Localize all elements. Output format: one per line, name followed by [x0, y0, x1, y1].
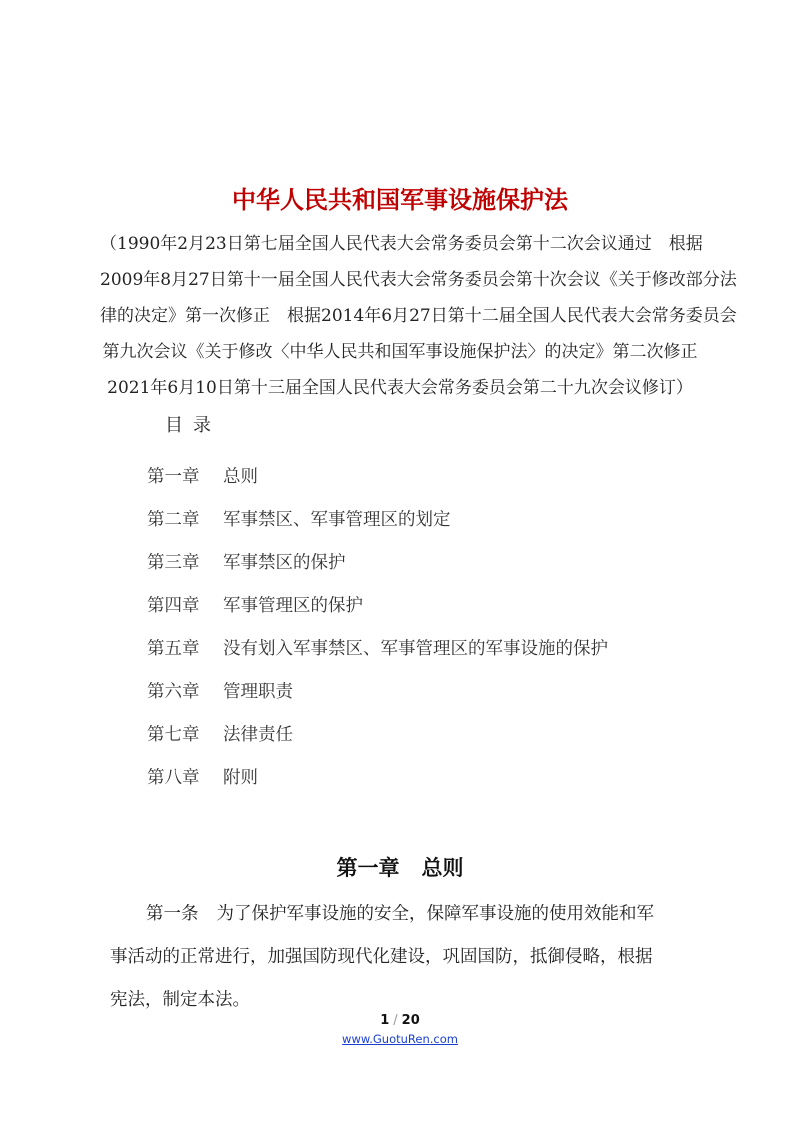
article-text-line: 宪法，制定本法。 [110, 990, 250, 1010]
total-pages: 20 [401, 1013, 420, 1028]
chapter-heading [0, 852, 800, 882]
toc-chapter-title: 法律责任 [223, 725, 293, 745]
preamble-line: 2021年6月10日第十三届全国人民代表大会常务委员会第二十九次会议修订） [107, 378, 693, 398]
preamble-line: 2009年8月27日第十一届全国人民代表大会常务委员会第十次会议《关于修改部分法 [100, 270, 737, 290]
footer-link-container [0, 1032, 800, 1046]
toc-chapter-title: 军事禁区的保护 [223, 553, 346, 573]
preamble-line: （1990年2月23日第七届全国人民代表大会常务委员会第十二次会议通过 根据 [100, 234, 703, 254]
toc-chapter-title: 附则 [223, 768, 258, 788]
toc-chapter-number: 第二章 [147, 510, 200, 530]
toc-chapter-title: 没有划入军事禁区、军事管理区的军事设施的保护 [223, 639, 608, 659]
toc-item [147, 460, 608, 503]
toc-chapter-title: 管理职责 [223, 682, 293, 702]
toc-heading: 目录 [165, 415, 221, 436]
article-1 [110, 893, 700, 1022]
table-of-contents [147, 460, 608, 804]
legislative-history [100, 226, 737, 406]
preamble-line: 律的决定》第一次修正 根据2014年6月27日第十二届全国人民代表大会常务委员会 [100, 306, 737, 326]
toc-chapter-number: 第三章 [147, 553, 200, 573]
toc-chapter-number: 第五章 [147, 639, 200, 659]
toc-item [147, 503, 608, 546]
toc-chapter-number: 第四章 [147, 596, 200, 616]
current-page: 1 [380, 1013, 390, 1028]
toc-chapter-number: 第一章 [147, 467, 200, 487]
website-link[interactable]: www.GuotuRen.com [342, 1032, 458, 1046]
toc-chapter-number: 第六章 [147, 682, 200, 702]
toc-item [147, 546, 608, 589]
toc-item [147, 632, 608, 675]
toc-chapter-title: 军事管理区的保护 [223, 596, 363, 616]
toc-chapter-number: 第八章 [147, 768, 200, 788]
chapter-number: 第一章 [336, 856, 400, 880]
article-text-line: 为了保护军事设施的安全，保障军事设施的使用效能和军 [216, 904, 654, 924]
toc-chapter-title: 总则 [223, 467, 258, 487]
article-text-line: 事活动的正常进行，加强国防现代化建设，巩固国防，抵御侵略，根据 [110, 947, 653, 967]
toc-chapter-title: 军事禁区、军事管理区的划定 [223, 510, 451, 530]
toc-chapter-number: 第七章 [147, 725, 200, 745]
page-number [0, 1013, 800, 1028]
document-title: 中华人民共和国军事设施保护法 [232, 186, 568, 214]
page-separator: / [393, 1013, 398, 1028]
toc-item [147, 675, 608, 718]
article-label: 第一条 [146, 904, 199, 924]
toc-item [147, 589, 608, 632]
chapter-title: 总则 [421, 856, 464, 880]
preamble-line: 第九次会议《关于修改〈中华人民共和国军事设施保护法〉的决定》第二次修正 [102, 342, 698, 362]
toc-item [147, 761, 608, 804]
toc-item [147, 718, 608, 761]
